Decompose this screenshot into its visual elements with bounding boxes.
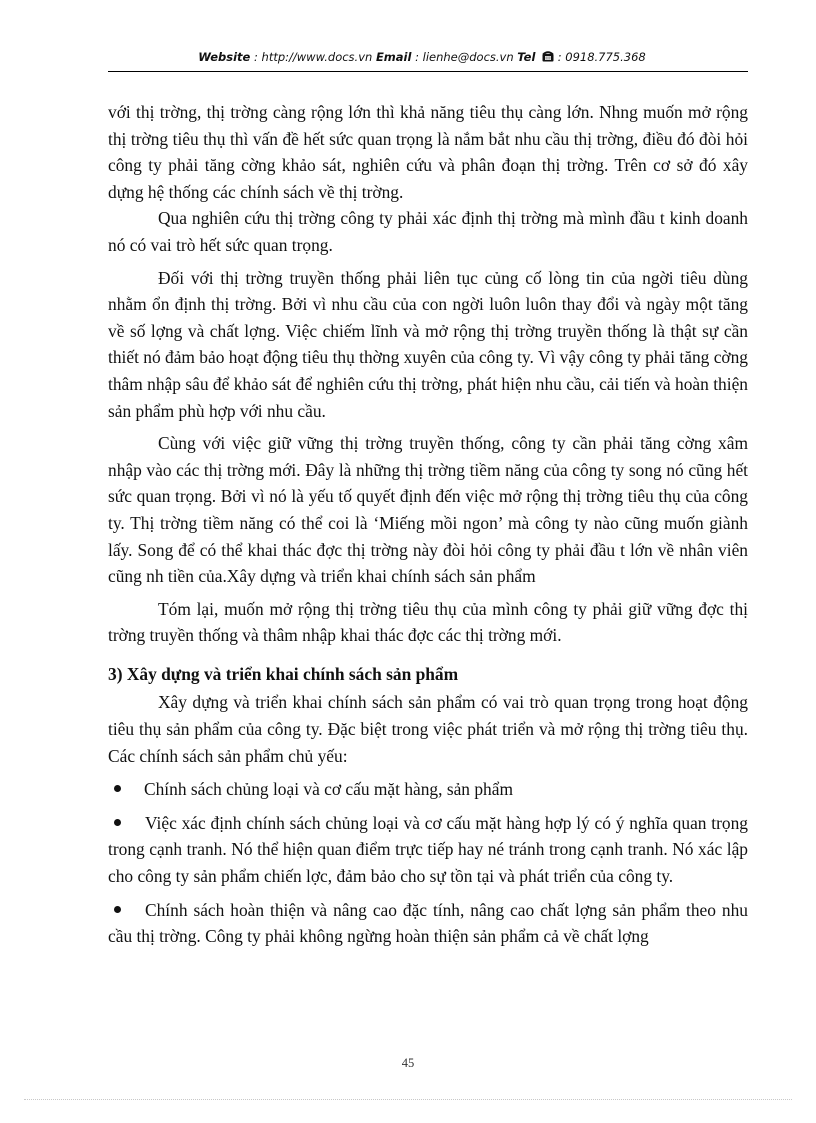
bullet-text: Chính sách chủng loại và cơ cấu mặt hàng, sản phẩm (144, 779, 513, 800)
bullet-item-2 (108, 810, 748, 890)
bullet-item-3 (108, 897, 748, 950)
page-number: 45 (401, 1056, 415, 1070)
tel-label: Tel (517, 50, 536, 64)
paragraph-2: Qua nghiên cứu thị trờng công ty phải xác định thị trờng mà mình đầu t kinh doanh nó có vai trò hết sức quan trọng. (108, 208, 748, 255)
bullet-text: Chính sách hoàn thiện và nâng cao đặc tính, nâng cao chất lợng sản phẩm theo nhu cầu thị trờng. Công ty phải không ngừng hoàn thiện sản phẩm cả về chất lợng (108, 899, 748, 947)
document-body (108, 99, 748, 950)
bullet-icon (114, 906, 121, 913)
website-value: : http://www.docs.vn (250, 50, 376, 64)
phone-icon (542, 51, 554, 65)
email-label: Email (375, 50, 412, 64)
section-paragraph: Xây dựng và triển khai chính sách sản phẩm có vai trò quan trọng trong hoạt động tiêu thụ sản phẩm của công ty. Đặc biệt trong việc phát triển và mở rộng thị trờng tiêu thụ. Các chính sách sản phẩm chủ yếu: (108, 692, 748, 766)
page-header (108, 50, 736, 65)
bullet-icon (114, 785, 121, 792)
footer-divider (24, 1099, 792, 1100)
tel-value: : 0918.775.368 (554, 50, 646, 64)
section-heading: 3) Xây dựng và triển khai chính sách sản phẩm (108, 663, 459, 684)
paragraph-4: Cùng với việc giữ vững thị trờng truyền thống, công ty cần phải tăng cờng xâm nhập vào các thị trờng mới. Đây là những thị trờng tiềm năng của công ty song nó cũng hết sức quan trọng. Bởi vì nó là yếu tố quyết định đến việc mở rộng thị trờng tiêu thụ của công ty. Thị trờng tiềm năng có thể coi là ‘Miếng mồi ngon’ mà công ty nào cũng muốn giành lấy. Song để có thể khai thác đợc thị trờng này đòi hỏi công ty phải đầu t lớn về nhân viên cũng nh tiền của.Xây dựng và triển khai chính sách sản phẩm (108, 433, 748, 587)
bullet-icon (114, 819, 121, 826)
paragraph-1: với thị trờng, thị trờng càng rộng lớn thì khả năng tiêu thụ càng lớn. Nhng muốn mở rộng thị trờng tiêu thụ thì vấn đề hết sức quan trọng là nắm bắt nhu cầu thị trờng, điều đó đòi hỏi công ty phải tăng cờng khảo sát, nghiên cứu và phân đoạn thị trờng. Trên cơ sở đó xây dựng hệ thống các chính sách về thị trờng. (108, 102, 748, 202)
bullet-item-1 (108, 776, 748, 803)
bullet-text: Việc xác định chính sách chủng loại và cơ cấu mặt hàng hợp lý có ý nghĩa quan trọng trong cạnh tranh. Nó thể hiện quan điểm trực tiếp hay né tránh trong cạnh tranh. Nó xác lập cho công ty sản phẩm chiến lợc, đảm bảo cho sự tồn tại và phát triển của công ty. (108, 812, 748, 887)
website-label: Website (198, 50, 251, 64)
email-value: : lienhe@docs.vn (411, 50, 518, 64)
header-divider (108, 71, 748, 72)
paragraph-5: Tóm lại, muốn mở rộng thị trờng tiêu thụ của mình công ty phải giữ vững đợc thị trờng truyền thống và thâm nhập khai thác đợc các thị trờng mới. (108, 598, 748, 646)
paragraph-3: Đối với thị trờng truyền thống phải liên tục củng cố lòng tin của ngời tiêu dùng nhằm ổn định thị trờng. Bởi vì nhu cầu của con ngời luôn luôn thay đổi và ngày một tăng về số lợng và chất lợng. Việc chiếm lĩnh và mở rộng thị trờng truyền thống là thật sự cần thiết nó đảm bảo hoạt động tiêu thụ thờng xuyên của công ty. Vì vậy công ty phải tăng cờng thâm nhập sâu để khảo sát để nghiên cứu thị trờng, phát hiện nhu cầu, cải tiến và hoàn thiện sản phẩm phù hợp với nhu cầu. (108, 267, 748, 421)
